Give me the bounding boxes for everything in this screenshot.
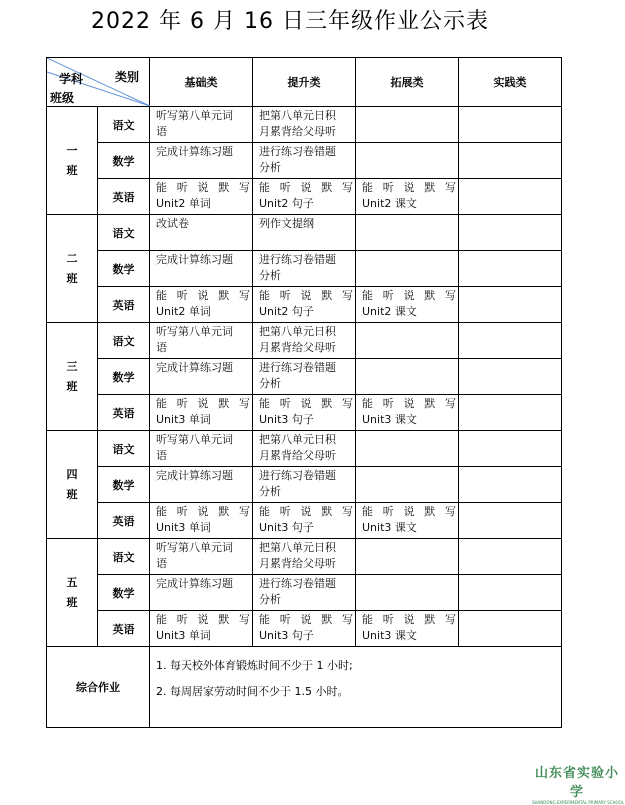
practice-task bbox=[459, 215, 562, 251]
extend-task bbox=[356, 467, 459, 503]
general-homework-body bbox=[150, 647, 562, 728]
basic-task-line: 完成计算练习题 bbox=[156, 577, 233, 590]
column-header-basic: 基础类 bbox=[150, 58, 253, 107]
basic-task-line: 语 bbox=[156, 125, 167, 138]
subject-name: 语文 bbox=[98, 107, 150, 143]
table-row bbox=[47, 611, 562, 647]
table-row bbox=[47, 251, 562, 287]
subject-name: 数学 bbox=[98, 143, 150, 179]
improve-task-line: Unit3 句子 bbox=[259, 521, 314, 534]
basic-task-line: 语 bbox=[156, 341, 167, 354]
improve-task bbox=[253, 431, 356, 467]
table-row bbox=[47, 179, 562, 215]
basic-task bbox=[150, 503, 253, 539]
improve-task-line: 进行练习卷错题 bbox=[259, 253, 336, 266]
improve-task-line: 分析 bbox=[259, 485, 281, 498]
header-row bbox=[47, 58, 562, 107]
basic-task-line: 能 听 说 默 写 bbox=[156, 181, 250, 194]
extend-task bbox=[356, 539, 459, 575]
basic-task-line: 语 bbox=[156, 449, 167, 462]
basic-task bbox=[150, 179, 253, 215]
basic-task-line: 能 听 说 默 写 bbox=[156, 613, 250, 626]
subject-name: 数学 bbox=[98, 575, 150, 611]
subject-name: 语文 bbox=[98, 323, 150, 359]
improve-task-line: 进行练习卷错题 bbox=[259, 577, 336, 590]
improve-task-line: 把第八单元日积 bbox=[259, 109, 336, 122]
basic-task bbox=[150, 323, 253, 359]
extend-task bbox=[356, 179, 459, 215]
table-row bbox=[47, 503, 562, 539]
improve-task-line: 能 听 说 默 写 bbox=[259, 505, 353, 518]
basic-task-line: 完成计算练习题 bbox=[156, 361, 233, 374]
subject-name: 数学 bbox=[98, 359, 150, 395]
extend-task-line: Unit3 课文 bbox=[362, 521, 417, 534]
extend-task bbox=[356, 611, 459, 647]
improve-task bbox=[253, 575, 356, 611]
improve-task-line: 能 听 说 默 写 bbox=[259, 289, 353, 302]
improve-task bbox=[253, 323, 356, 359]
table-row bbox=[47, 359, 562, 395]
improve-task-line: 月累背给父母听 bbox=[259, 125, 336, 138]
corner-category-label: 类别 bbox=[114, 70, 139, 84]
basic-task-line: 完成计算练习题 bbox=[156, 145, 233, 158]
extend-task bbox=[356, 503, 459, 539]
basic-task bbox=[150, 287, 253, 323]
subject-name: 英语 bbox=[98, 395, 150, 431]
class-name-cell bbox=[47, 215, 98, 323]
improve-task-line: 月累背给父母听 bbox=[259, 341, 336, 354]
improve-task-line: 分析 bbox=[259, 377, 281, 390]
extend-task-line: 能 听 说 默 写 bbox=[362, 613, 456, 626]
basic-task-line: 能 听 说 默 写 bbox=[156, 289, 250, 302]
basic-task bbox=[150, 215, 253, 251]
class-name: 一 班 bbox=[66, 143, 78, 177]
table-row bbox=[47, 143, 562, 179]
subject-name: 数学 bbox=[98, 251, 150, 287]
practice-task bbox=[459, 143, 562, 179]
extend-task bbox=[356, 575, 459, 611]
improve-task bbox=[253, 359, 356, 395]
basic-task bbox=[150, 143, 253, 179]
improve-task-line: 进行练习卷错题 bbox=[259, 361, 336, 374]
header-corner-cell bbox=[47, 58, 150, 107]
subject-name: 语文 bbox=[98, 539, 150, 575]
basic-task-line: 能 听 说 默 写 bbox=[156, 397, 250, 410]
improve-task-line: 月累背给父母听 bbox=[259, 557, 336, 570]
practice-task bbox=[459, 575, 562, 611]
class-name-cell bbox=[47, 107, 98, 215]
basic-task bbox=[150, 539, 253, 575]
table-row bbox=[47, 431, 562, 467]
subject-name: 数学 bbox=[98, 467, 150, 503]
subject-name: 语文 bbox=[98, 215, 150, 251]
basic-task-line: 改试卷 bbox=[156, 217, 189, 230]
table-row bbox=[47, 287, 562, 323]
improve-task-line: Unit3 句子 bbox=[259, 629, 314, 642]
class-name-cell bbox=[47, 323, 98, 431]
basic-task-line: Unit3 单词 bbox=[156, 413, 211, 426]
improve-task-line: 分析 bbox=[259, 161, 281, 174]
basic-task bbox=[150, 611, 253, 647]
improve-task bbox=[253, 107, 356, 143]
extend-task-line: Unit2 课文 bbox=[362, 197, 417, 210]
table-row bbox=[47, 539, 562, 575]
improve-task bbox=[253, 395, 356, 431]
improve-task-line: Unit2 句子 bbox=[259, 305, 314, 318]
subject-name: 英语 bbox=[98, 503, 150, 539]
school-logo-name: 山东省实验小学 bbox=[534, 766, 619, 800]
basic-task-line: Unit2 单词 bbox=[156, 305, 211, 318]
extend-task-line: 能 听 说 默 写 bbox=[362, 397, 456, 410]
extend-task bbox=[356, 287, 459, 323]
table-row bbox=[47, 467, 562, 503]
school-logo bbox=[532, 762, 625, 805]
practice-task bbox=[459, 539, 562, 575]
general-homework-item: 1. 每天校外体育锻炼时间不少于 1 小时; bbox=[156, 659, 353, 672]
improve-task bbox=[253, 539, 356, 575]
basic-task-line: 听写第八单元词 bbox=[156, 325, 233, 338]
subject-name: 语文 bbox=[98, 431, 150, 467]
improve-task-line: 月累背给父母听 bbox=[259, 449, 336, 462]
extend-task-line: Unit2 课文 bbox=[362, 305, 417, 318]
extend-task bbox=[356, 251, 459, 287]
column-header-improve: 提升类 bbox=[253, 58, 356, 107]
class-name: 五 班 bbox=[66, 575, 78, 609]
improve-task bbox=[253, 503, 356, 539]
general-homework-row bbox=[47, 647, 562, 728]
extend-task bbox=[356, 143, 459, 179]
improve-task-line: Unit2 句子 bbox=[259, 197, 314, 210]
improve-task-line: 进行练习卷错题 bbox=[259, 469, 336, 482]
basic-task-line: 听写第八单元词 bbox=[156, 109, 233, 122]
subject-name: 英语 bbox=[98, 287, 150, 323]
improve-task bbox=[253, 143, 356, 179]
table-row bbox=[47, 575, 562, 611]
basic-task bbox=[150, 359, 253, 395]
basic-task-line: 完成计算练习题 bbox=[156, 469, 233, 482]
basic-task-line: 听写第八单元词 bbox=[156, 541, 233, 554]
extend-task bbox=[356, 395, 459, 431]
improve-task-line: 把第八单元日积 bbox=[259, 541, 336, 554]
corner-subject-label: 学科 bbox=[59, 72, 84, 86]
improve-task bbox=[253, 287, 356, 323]
basic-task bbox=[150, 251, 253, 287]
improve-task-line: 进行练习卷错题 bbox=[259, 145, 336, 158]
improve-task-line: 把第八单元日积 bbox=[259, 325, 336, 338]
subject-name: 英语 bbox=[98, 179, 150, 215]
improve-task bbox=[253, 251, 356, 287]
improve-task-line: 能 听 说 默 写 bbox=[259, 397, 353, 410]
basic-task-line: 语 bbox=[156, 557, 167, 570]
improve-task-line: Unit3 句子 bbox=[259, 413, 314, 426]
homework-table bbox=[46, 57, 562, 728]
practice-task bbox=[459, 503, 562, 539]
practice-task bbox=[459, 251, 562, 287]
extend-task-line: 能 听 说 默 写 bbox=[362, 505, 456, 518]
practice-task bbox=[459, 287, 562, 323]
improve-task bbox=[253, 467, 356, 503]
page-title: 2022 年 6 月 16 日三年级作业公示表 bbox=[91, 9, 489, 34]
improve-task-line: 列作文提纲 bbox=[259, 217, 314, 230]
basic-task-line: 听写第八单元词 bbox=[156, 433, 233, 446]
practice-task bbox=[459, 431, 562, 467]
extend-task-line: Unit3 课文 bbox=[362, 629, 417, 642]
improve-task bbox=[253, 215, 356, 251]
basic-task-line: Unit3 单词 bbox=[156, 629, 211, 642]
general-homework-label: 综合作业 bbox=[47, 647, 150, 728]
subject-name: 英语 bbox=[98, 611, 150, 647]
class-name: 四 班 bbox=[66, 467, 78, 501]
extend-task bbox=[356, 431, 459, 467]
basic-task bbox=[150, 431, 253, 467]
column-header-extend: 拓展类 bbox=[356, 58, 459, 107]
extend-task-line: 能 听 说 默 写 bbox=[362, 289, 456, 302]
extend-task bbox=[356, 215, 459, 251]
basic-task-line: Unit3 单词 bbox=[156, 521, 211, 534]
extend-task bbox=[356, 107, 459, 143]
extend-task-line: Unit3 课文 bbox=[362, 413, 417, 426]
class-name: 三 班 bbox=[66, 359, 78, 393]
basic-task-line: 完成计算练习题 bbox=[156, 253, 233, 266]
class-name: 二 班 bbox=[66, 251, 78, 285]
basic-task bbox=[150, 107, 253, 143]
school-logo-english: SHANDONG EXPERIMENTAL PRIMARY SCHOOL bbox=[532, 800, 625, 805]
improve-task-line: 分析 bbox=[259, 593, 281, 606]
table-row bbox=[47, 107, 562, 143]
class-name-cell bbox=[47, 539, 98, 647]
improve-task-line: 把第八单元日积 bbox=[259, 433, 336, 446]
practice-task bbox=[459, 107, 562, 143]
improve-task-line: 分析 bbox=[259, 269, 281, 282]
practice-task bbox=[459, 359, 562, 395]
improve-task-line: 能 听 说 默 写 bbox=[259, 613, 353, 626]
basic-task-line: 能 听 说 默 写 bbox=[156, 505, 250, 518]
extend-task bbox=[356, 323, 459, 359]
improve-task bbox=[253, 611, 356, 647]
extend-task-line: 能 听 说 默 写 bbox=[362, 181, 456, 194]
table-row bbox=[47, 323, 562, 359]
practice-task bbox=[459, 179, 562, 215]
practice-task bbox=[459, 611, 562, 647]
improve-task bbox=[253, 179, 356, 215]
table-row bbox=[47, 215, 562, 251]
corner-class-label: 班级 bbox=[50, 91, 75, 105]
basic-task-line: Unit2 单词 bbox=[156, 197, 211, 210]
improve-task-line: 能 听 说 默 写 bbox=[259, 181, 353, 194]
table-row bbox=[47, 395, 562, 431]
extend-task bbox=[356, 359, 459, 395]
basic-task bbox=[150, 395, 253, 431]
general-homework-item: 2. 每周居家劳动时间不少于 1.5 小时。 bbox=[156, 685, 349, 698]
class-name-cell bbox=[47, 431, 98, 539]
basic-task bbox=[150, 575, 253, 611]
practice-task bbox=[459, 323, 562, 359]
basic-task bbox=[150, 467, 253, 503]
homework-table-body bbox=[47, 58, 562, 728]
practice-task bbox=[459, 395, 562, 431]
column-header-practice: 实践类 bbox=[459, 58, 562, 107]
practice-task bbox=[459, 467, 562, 503]
